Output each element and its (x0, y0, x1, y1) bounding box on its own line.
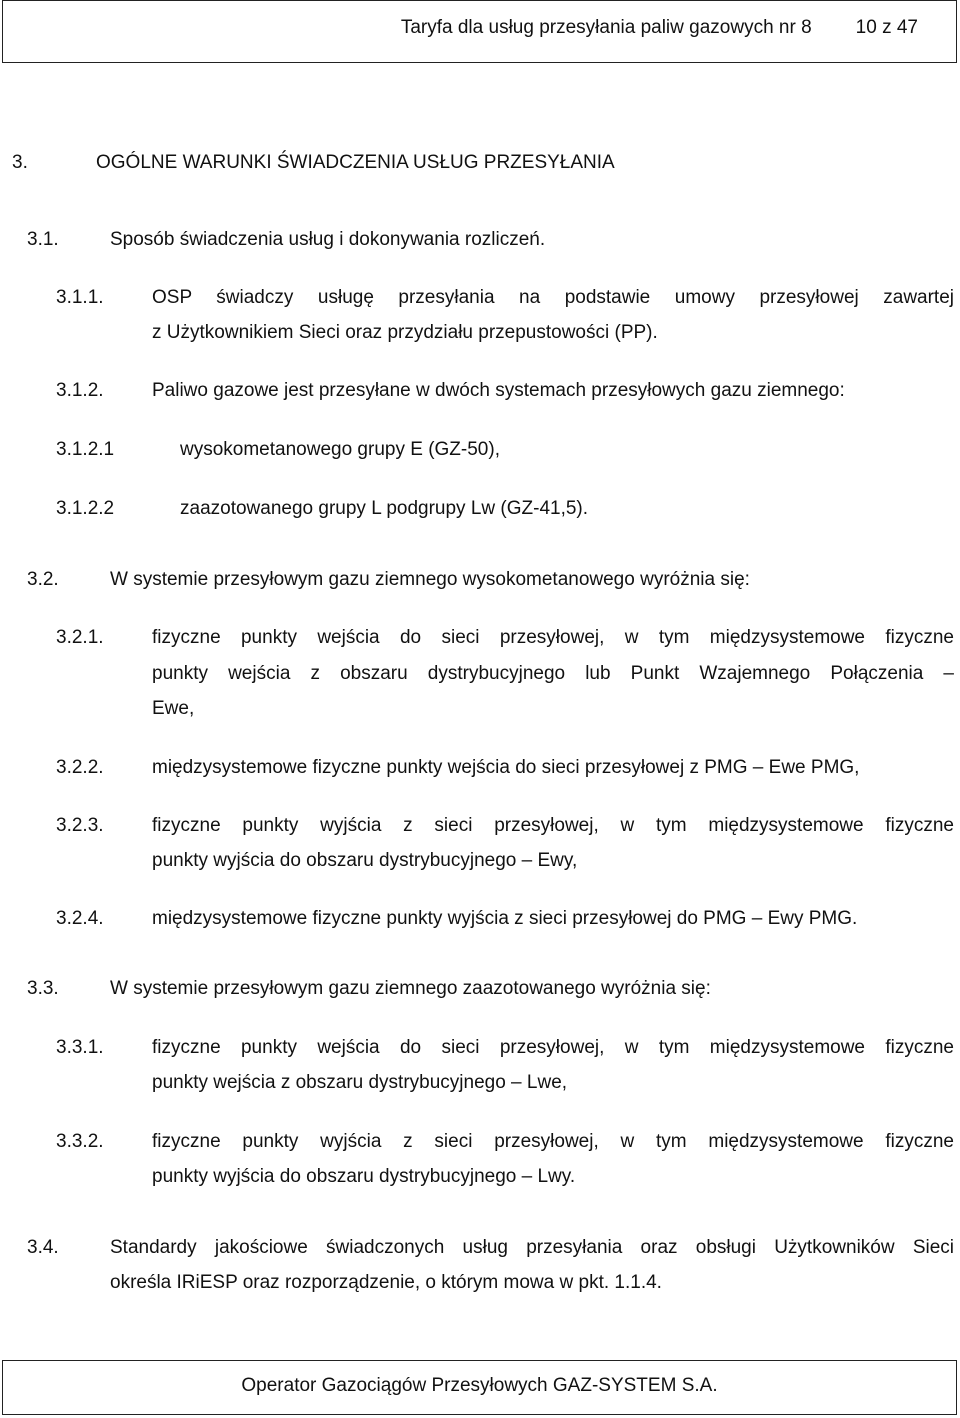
item-number: 3.2. (27, 569, 59, 590)
item-text: zaazotowanego grupy L podgrupy Lw (GZ-41,5). (180, 498, 589, 519)
document-title: Taryfa dla usług przesyłania paliw gazowych nr 8 (400, 17, 812, 38)
item-number: 3.3.2. (56, 1131, 104, 1152)
item-text: Paliwo gazowe jest przesyłane w dwóch systemach przesyłowych gazu ziemnego: (152, 380, 845, 401)
item-text-line-2: punkty wejścia z obszaru dystrybucyjnego lub Punkt Wzajemnego Połączenia – (152, 663, 954, 684)
item-text-line-3: Ewe, (152, 698, 195, 719)
item-number: 3.2.4. (56, 908, 104, 929)
item-text: międzysystemowe fizyczne punkty wejścia do sieci przesyłowej z PMG – Ewe PMG, (152, 757, 860, 778)
item-number: 3.2.2. (56, 757, 104, 778)
item-number: 3.3.1. (56, 1037, 104, 1058)
item-text-line-1: fizyczne punkty wejścia do sieci przesyłowej, w tym międzysystemowe fizyczne (152, 1037, 954, 1058)
item-text-line-2: określa IRiESP oraz rozporządzenie, o którym mowa w pkt. 1.1.4. (110, 1272, 662, 1293)
item-number: 3.1.2.2 (56, 498, 115, 519)
item-text: Sposób świadczenia usług i dokonywania rozliczeń. (110, 229, 546, 250)
item-number: 3.1.2.1 (56, 439, 115, 460)
item-number: 3.2.3. (56, 815, 104, 836)
item-text: W systemie przesyłowym gazu ziemnego wysokometanowego wyróżnia się: (110, 569, 750, 590)
item-text: W systemie przesyłowym gazu ziemnego zaazotowanego wyróżnia się: (110, 978, 711, 999)
page-header (2, 0, 957, 63)
page-number: 10 z 47 (855, 17, 918, 38)
section-title: OGÓLNE WARUNKI ŚWIADCZENIA USŁUG PRZESYŁANIA (96, 152, 615, 173)
item-text-line-1: fizyczne punkty wyjścia z sieci przesyłowej, w tym międzysystemowe fizyczne (152, 1131, 954, 1152)
item-text-line-1: Standardy jakościowe świadczonych usług przesyłania oraz obsługi Użytkowników Sieci (110, 1237, 954, 1258)
item-number: 3.1.2. (56, 380, 104, 401)
item-number: 3.1. (27, 229, 59, 250)
item-number: 3.2.1. (56, 627, 104, 648)
item-text: międzysystemowe fizyczne punkty wyjścia z sieci przesyłowej do PMG – Ewy PMG. (152, 908, 858, 929)
item-number: 3.3. (27, 978, 59, 999)
header-title (401, 17, 918, 39)
item-text-line-2: punkty wejścia z obszaru dystrybucyjnego – Lwe, (152, 1072, 568, 1093)
item-number: 3.1.1. (56, 287, 104, 308)
item-text-line-1: OSP świadczy usługę przesyłania na podstawie umowy przesyłowej zawartej (152, 287, 954, 308)
section-number: 3. (12, 152, 28, 173)
item-text-line-2: punkty wyjścia do obszaru dystrybucyjnego – Lwy. (152, 1166, 576, 1187)
page-footer (2, 1360, 957, 1415)
item-text-line-2: z Użytkownikiem Sieci oraz przydziału przepustowości (PP). (152, 322, 658, 343)
item-number: 3.4. (27, 1237, 59, 1258)
item-text: wysokometanowego grupy E (GZ-50), (180, 439, 500, 460)
footer-company: Operator Gazociągów Przesyłowych GAZ-SYSTEM S.A. (241, 1375, 718, 1396)
item-text-line-1: fizyczne punkty wyjścia z sieci przesyłowej, w tym międzysystemowe fizyczne (152, 815, 954, 836)
item-text-line-2: punkty wyjścia do obszaru dystrybucyjnego – Ewy, (152, 850, 578, 871)
item-text-line-1: fizyczne punkty wejścia do sieci przesyłowej, w tym międzysystemowe fizyczne (152, 627, 954, 648)
